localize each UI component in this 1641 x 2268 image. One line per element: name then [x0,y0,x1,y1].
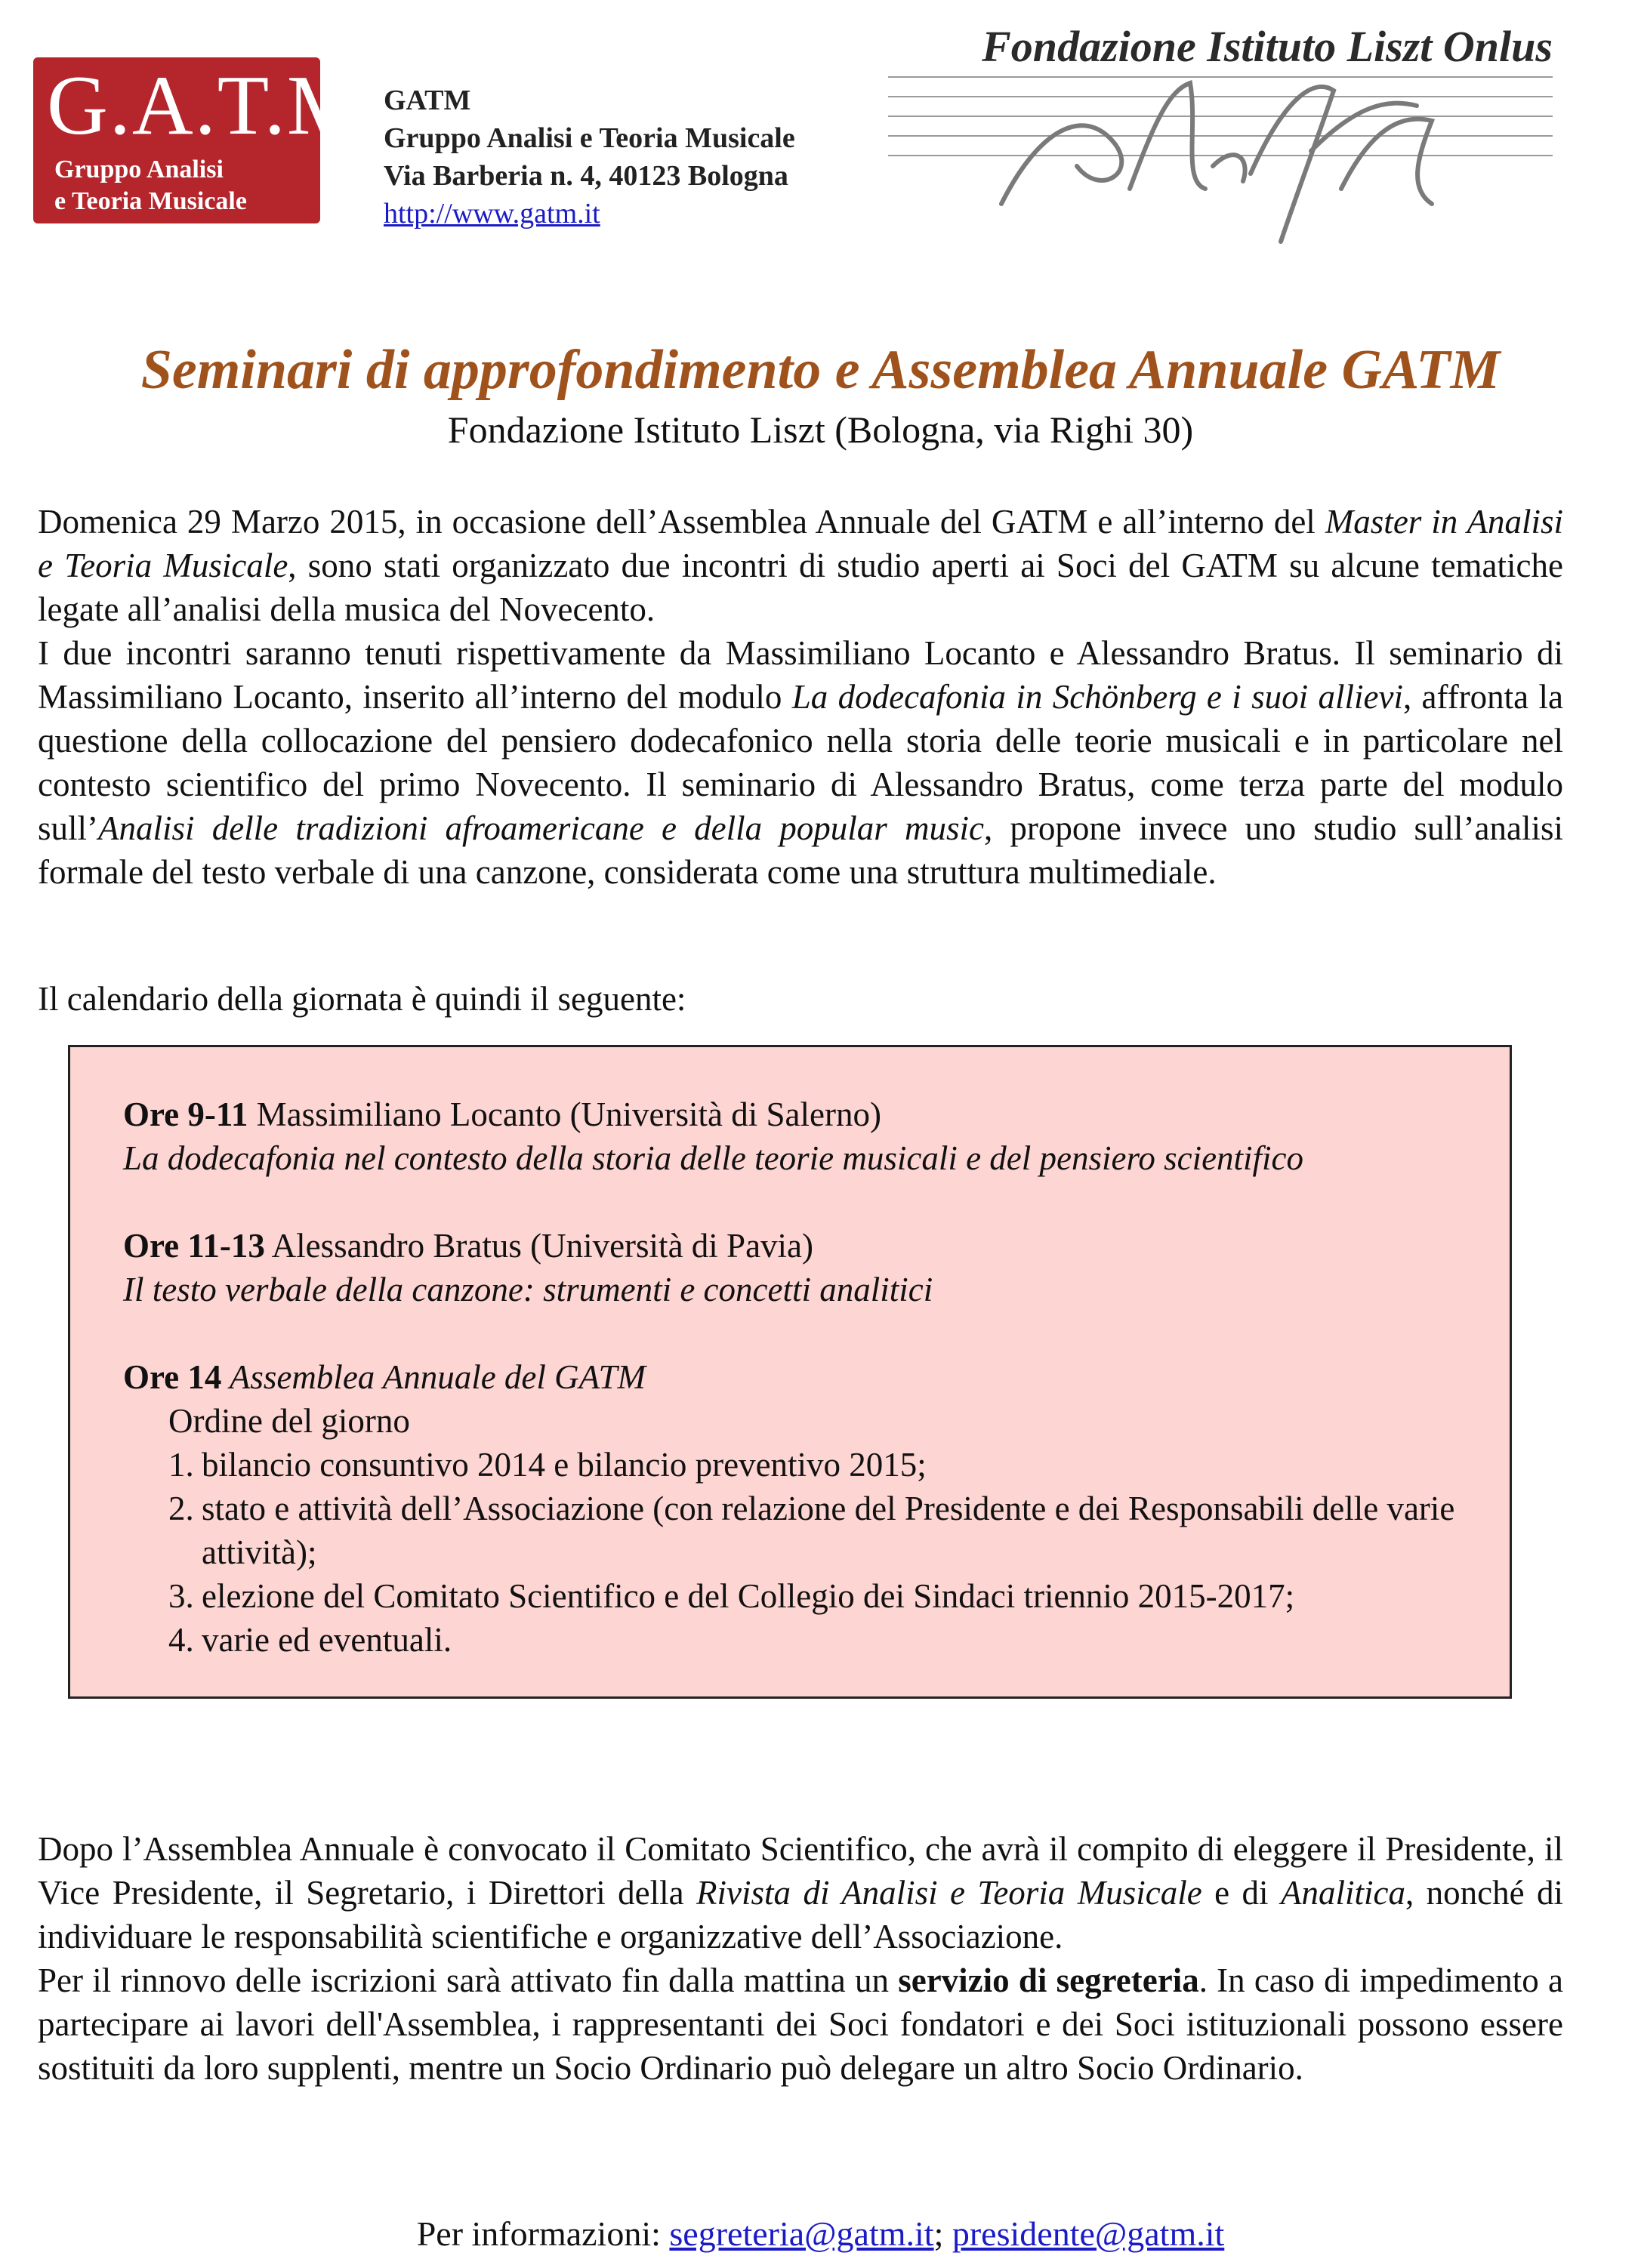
session-3-topic: Assemblea Annuale del GATM [221,1358,646,1396]
gatm-logo [33,57,387,223]
liszt-logo [888,15,1553,249]
session-1 [123,1092,1467,1180]
after-paragraph-2 [38,1958,1563,2090]
agenda-item-number: 3. [168,1577,194,1615]
intro-p2-text-a: I due incontri saranno tenuti rispettivamente da Massimiliano Locanto e Alessandro Bratus. Il seminario di Massimiliano Locanto, inserito all’interno del modulo [38,634,1563,716]
after-p1-journal2: Analitica [1280,1874,1405,1912]
gatm-logo-letters: G.A.T.M. [47,59,387,153]
intro-paragraph-1 [38,500,1563,894]
session-2 [123,1224,1467,1311]
intro-p2-module1: La dodecafonia in Schönberg e i suoi allievi [791,678,1403,716]
intro-p2-text-b: , affronta la questione della collocazione del pensiero dodecafonico nella storia delle teorie musicali e in particolare nel contesto scientifico del primo Novecento. Il seminario di Alessandro Bratus, come terza parte del modulo sull’ [38,678,1563,847]
session-2-speaker: Alessandro Bratus (Università di Pavia) [264,1227,813,1265]
agenda-list [123,1443,1467,1662]
agenda-item-number: 4. [168,1621,194,1659]
document-subtitle: Fondazione Istituto Liszt (Bologna, via Righi 30) [447,408,1194,451]
footer-email-segreteria[interactable]: segreteria@gatm.it [669,2214,934,2253]
gatm-full-name: Gruppo Analisi e Teoria Musicale [384,122,795,154]
agenda-item-text: stato e attività dell’Associazione (con relazione del Presidente e dei Responsabili delle varie attività); [202,1490,1455,1571]
gatm-logo-line1: Gruppo Analisi [54,156,224,183]
agenda-item-text: elezione del Comitato Scientifico e del Collegio dei Sindaci triennio 2015-2017; [202,1577,1295,1615]
intro-p1-text-a: Domenica 29 Marzo 2015, in occasione dell’Assemblea Annuale del GATM e all’interno del [38,503,1325,541]
footer-email-presidente[interactable]: presidente@gatm.it [952,2214,1225,2253]
agenda-item [123,1574,1467,1618]
session-1-time: Ore 9-11 [123,1095,248,1133]
agenda-item-text: bilancio consuntivo 2014 e bilancio preventivo 2015; [202,1446,927,1484]
agenda-item [123,1487,1467,1574]
after-p1-journal1: Rivista di Analisi e Teoria Musicale [696,1874,1202,1912]
gatm-logo-line2: e Teoria Musicale [54,187,247,215]
session-1-speaker: Massimiliano Locanto (Università di Salerno) [248,1095,881,1133]
session-3-time: Ore 14 [123,1358,222,1396]
gatm-name: GATM [384,85,471,116]
after-p2-bold: servizio di segreteria [898,1961,1199,1999]
program-content [123,1092,1467,1662]
after-paragraph-1 [38,1827,1563,1958]
after-p2-text-a: Per il rinnovo delle iscrizioni sarà attivato fin dalla mattina un [38,1961,899,1999]
footer-contacts [0,2214,1641,2254]
session-3 [123,1355,1467,1662]
after-p1-text-b: e di [1201,1874,1281,1912]
gatm-website-link[interactable]: http://www.gatm.it [384,198,600,230]
liszt-logo-title: Fondazione Istituto Liszt Onlus [982,22,1553,71]
gatm-logo-subtitle [54,154,247,217]
agenda-item-text: varie ed eventuali. [202,1621,452,1659]
after-p1-text-a: Dopo l’Assemblea Annuale è convocato il Comitato Scientifico, che avrà il compito di eleggere il Presidente, il Vice Presidente, il Segretario, i Direttori della [38,1830,1563,1912]
program-box [68,1045,1512,1699]
footer-label: Per informazioni: [416,2214,670,2253]
session-1-topic: La dodecafonia nel contesto della storia delle teorie musicali e del pensiero scientifico [123,1139,1304,1177]
agenda-item-number: 1. [168,1446,194,1484]
calendar-intro: Il calendario della giornata è quindi il seguente: [38,980,686,1018]
intro-p1-text-b: , sono stati organizzato due incontri di studio aperti ai Soci del GATM su alcune tematiche legate all’analisi della musica del Novecento. [38,547,1563,628]
session-2-time: Ore 11-13 [123,1227,265,1265]
agenda-title: Ordine del giorno [168,1402,410,1440]
after-p1-text-c: , nonché di individuare le responsabilità scientifiche e organizzative dell’Associazione. [38,1874,1564,1955]
intro-p2-module2: Analisi delle tradizioni afroamericane e della popular music [98,809,984,847]
session-2-topic: Il testo verbale della canzone: strumenti e concetti analitici [123,1271,933,1308]
after-p2-text-b: . In caso di impedimento a partecipare ai lavori dell'Assemblea, i rappresentanti dei Soci fondatori e dei Soci istituzionali possono essere sostituiti da loro supplenti, mentre un Socio Ordinario può delegare un altro Socio Ordinario. [38,1961,1563,2087]
intro-p1-master: Master in Analisi e Teoria Musicale [38,503,1564,584]
gatm-address-block [384,82,795,233]
intro-p2-text-c: , propone invece uno studio sull’analisi formale del testo verbale di una canzone, considerata come una struttura multimediale. [38,809,1563,891]
agenda-item-number: 2. [168,1490,194,1527]
document-title: Seminari di approfondimento e Assemblea Annuale GATM [140,339,1501,401]
agenda-item [123,1443,1467,1487]
agenda-item [123,1618,1467,1662]
gatm-address: Via Barberia n. 4, 40123 Bologna [384,160,788,192]
footer-separator: ; [933,2214,952,2253]
